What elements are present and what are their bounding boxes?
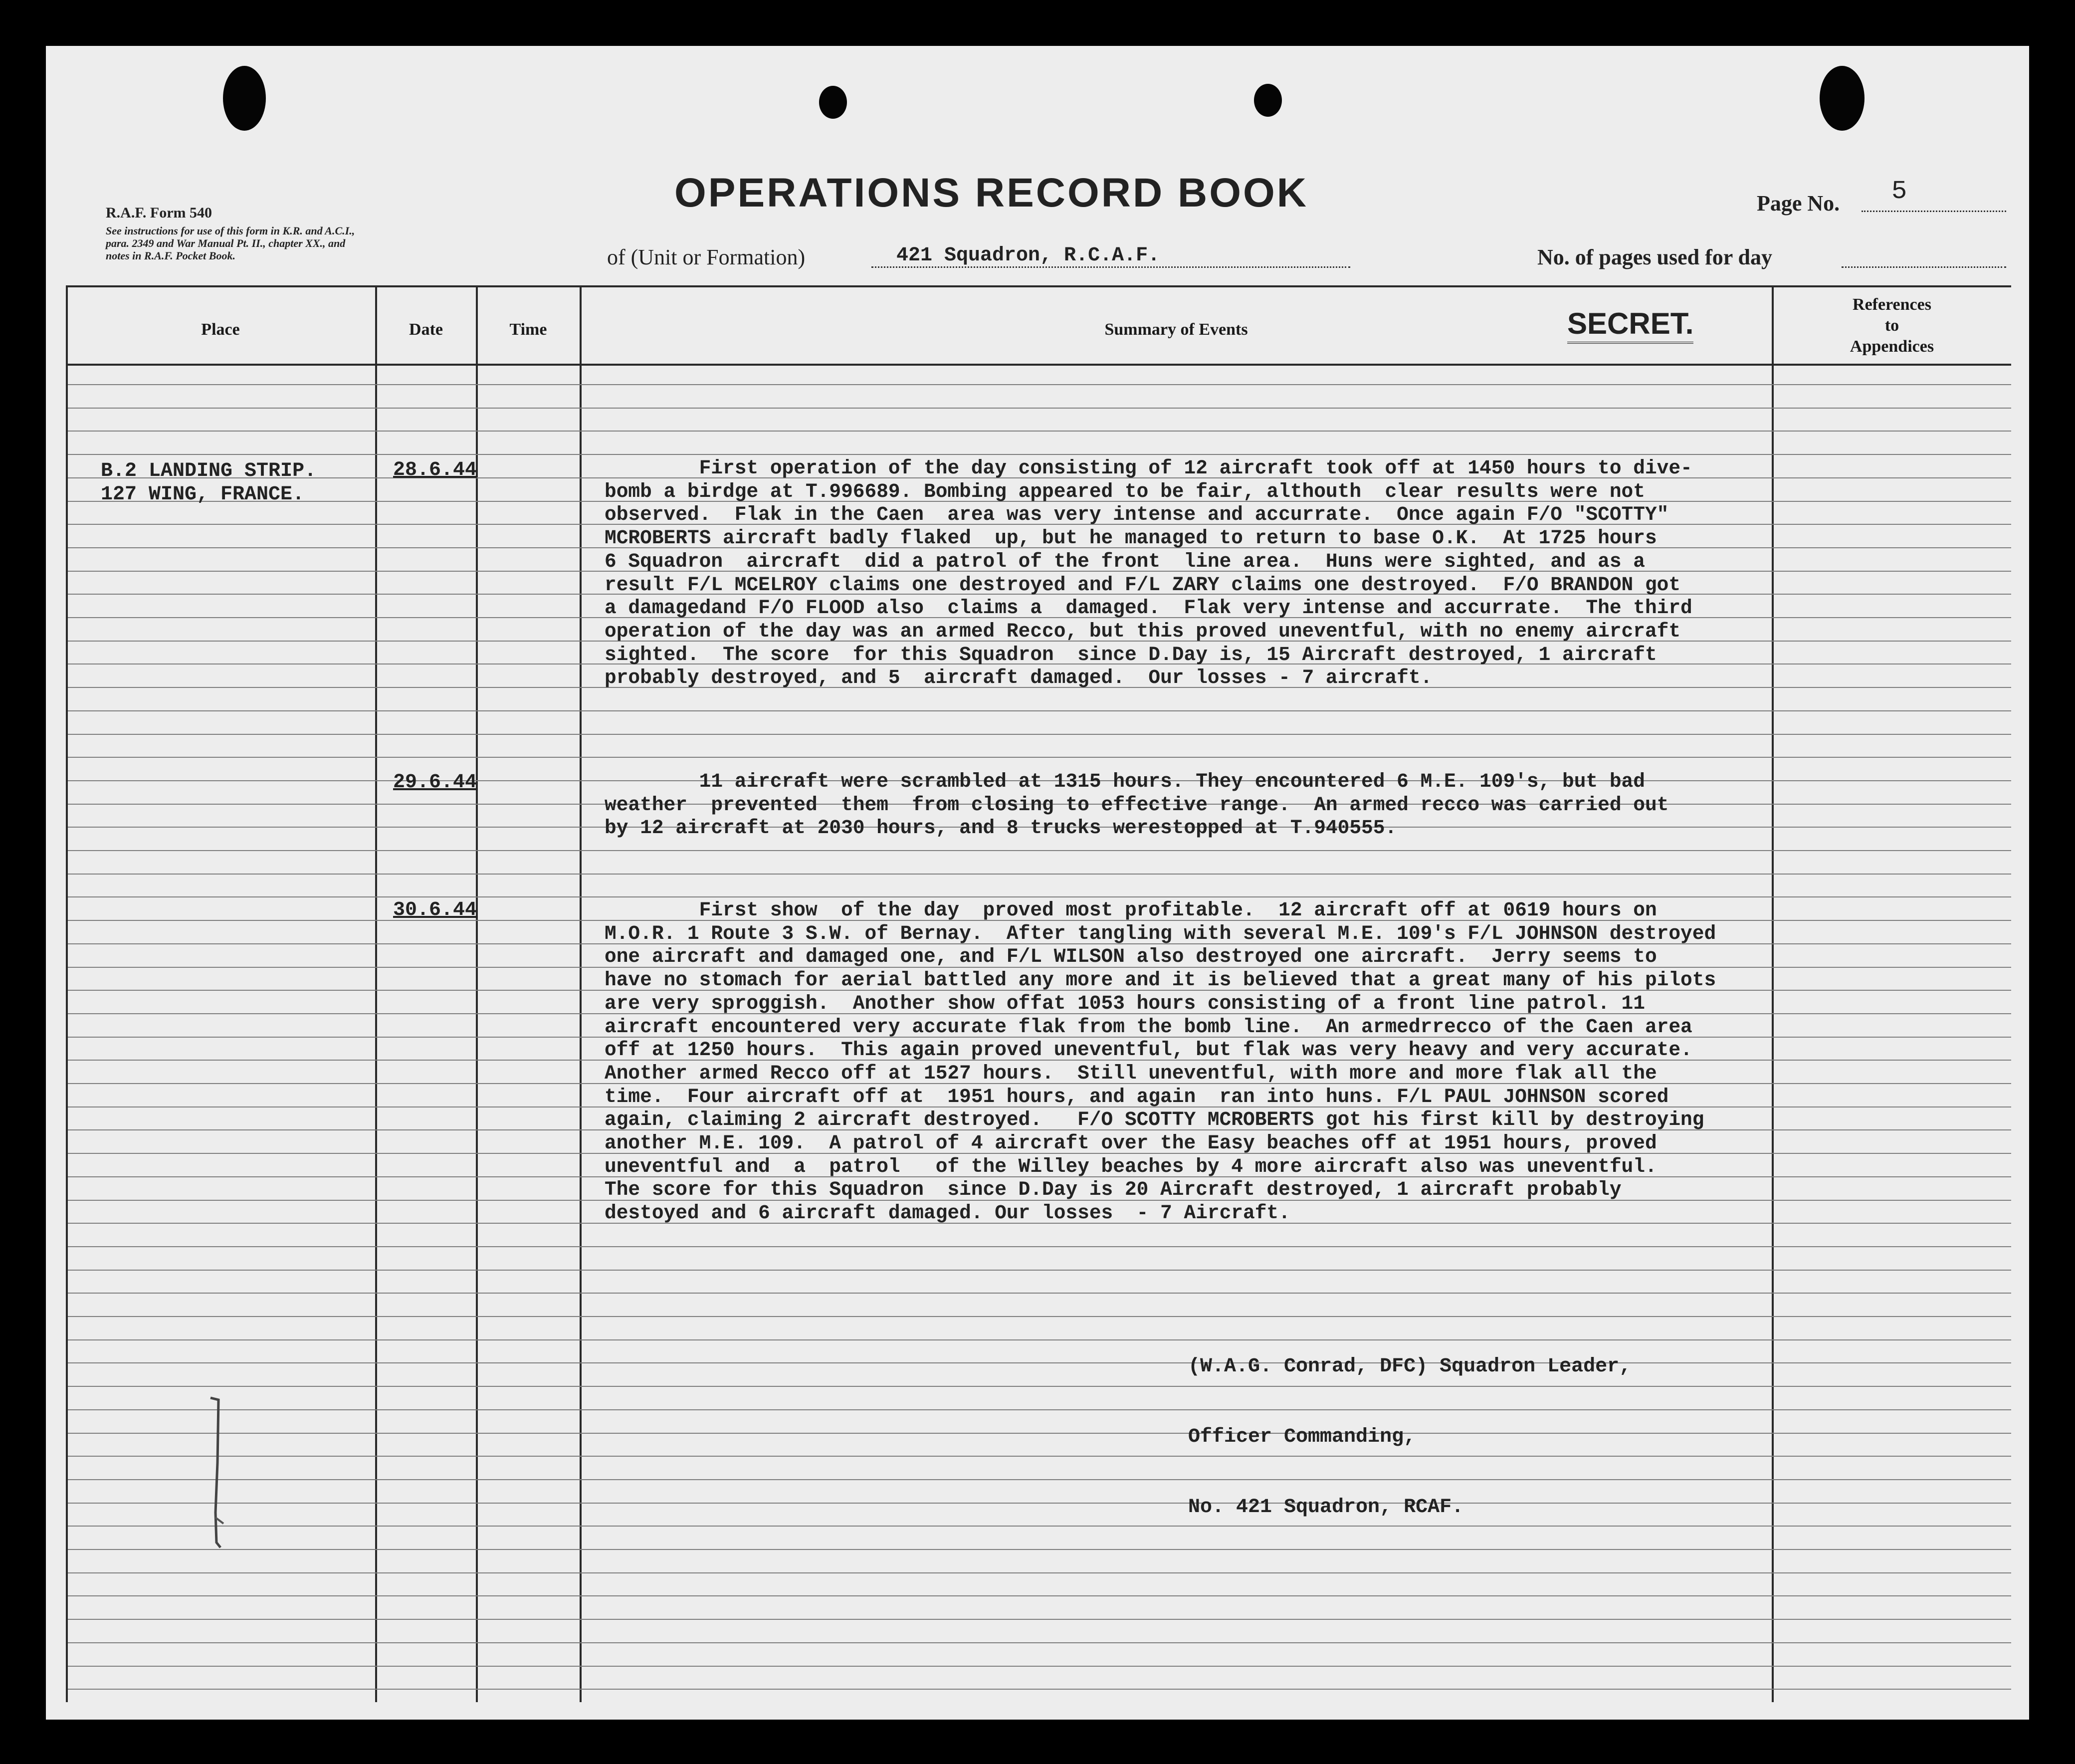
table-header-rule (66, 364, 2011, 366)
place-line: 127 WING, FRANCE. (101, 483, 305, 506)
ruled-line (68, 850, 2011, 851)
ruled-line (68, 1270, 2011, 1271)
entry-summary: First show of the day proved most profitable. 12 aircraft off at 0619 hours on M.O.R. 1 Route 3 S.W. of Bernay. After tangling with several M.E. 109's F/L JOHNSON destroyed one aircraft and damaged one, and F/L WILSON also destroyed one aircraft. Jerry seems to have no stomach for aerial battled any more and it is believed that a great many of his pilots are very sproggish. Another show offat 1053 hours consisting of a front line patrol. 11 aircraft encountered very accurate flak from the bomb line. An armedrrecco of the Caen area off at 1250 hours. This again proved uneventful, but flak was very heavy and very accurate. Another armed Recco off at 1527 hours. Still uneventful, with more and more flak all the time. Four aircraft off at 1951 hours, and again ran into huns. F/L PAUL JOHNSON scored again, claiming 2 aircraft destroyed. F/O SCOTTY MCROBERTS got his first kill by destroying another M.E. 109. A patrol of 4 aircraft over the Easy beaches off at 1951 hours, proved uneventful and a patrol of the Willey beaches by 4 more aircraft also was uneventful. The score for this Squadron since D.Day is 20 Aircraft destroyed, 1 aircraft probably destoyed and 6 aircraft damaged. Our losses - 7 Aircraft. (605, 899, 1716, 1225)
ruled-line (68, 408, 2011, 409)
classification-stamp: SECRET. (1567, 306, 1693, 344)
ruled-line (68, 1339, 2011, 1340)
entry-date: 30.6.44 (393, 899, 477, 921)
column-header-summary: Summary of Events (1104, 320, 1248, 339)
ruled-line (68, 1409, 2011, 1410)
column-header-date: Date (409, 320, 443, 339)
page-number-rule (1862, 209, 2006, 212)
ruled-line (68, 1689, 2011, 1690)
ruled-line (68, 1526, 2011, 1527)
ruled-line (68, 1549, 2011, 1550)
page-number: 5 (1891, 177, 1907, 206)
pages-used-rule (1842, 264, 2006, 268)
entry-date: 28.6.44 (393, 459, 477, 481)
ruled-line (68, 1642, 2011, 1643)
binder-hole (223, 66, 266, 131)
signature-block: (W.A.G. Conrad, DFC) Squadron Leader, Officer Commanding, No. 421 Squadron, RCAF. (1188, 1355, 1632, 1519)
form-name: R.A.F. Form 540 (106, 205, 212, 221)
unit-value: 421 Squadron, R.C.A.F. (896, 244, 1160, 267)
ruled-line (68, 1479, 2011, 1480)
entry-summary: First operation of the day consisting of 12 aircraft took off at 1450 hours to dive- bomb a birdge at T.996689. Bombing appeared to be fair, althouth clear results were not observed. Flak in the Caen area was very intense and accurrate. Once again F/O "SCOTTY" MCROBERTS aircraft badly flaked up, but he managed to return to base O.K. At 1725 hours 6 Squadron aircraft did a patrol of the front line area. Huns were sighted, and as a result F/L MCELROY claims one destroyed and F/L ZARY claims one destroyed. F/O BRANDON got a damagedand F/O FLOOD also claims a damaged. Flak very intense and accurrate. The third operation of the day was an armed Recco, but this proved uneventful, with no enemy aircraft sighted. The score for this Squadron since D.Day is, 15 Aircraft destroyed, 1 aircraft probably destroyed, and 5 aircraft damaged. Our losses - 7 aircraft. (605, 457, 1692, 689)
binder-hole (819, 86, 847, 119)
page-number-label: Page No. (1757, 191, 1840, 216)
ruled-line (68, 874, 2011, 875)
ruled-line (68, 1386, 2011, 1387)
ruled-line (68, 1572, 2011, 1573)
ruled-line (68, 1293, 2011, 1294)
ruled-line (68, 384, 2011, 385)
ruled-line (68, 1666, 2011, 1667)
unit-label: of (Unit or Formation) (607, 245, 806, 269)
ruled-line (68, 454, 2011, 455)
binder-hole (1254, 84, 1282, 117)
column-header-place: Place (201, 320, 240, 339)
ruled-line (68, 1619, 2011, 1620)
ruled-line (68, 431, 2011, 432)
column-header-time: Time (509, 320, 547, 339)
ruled-line (68, 734, 2011, 735)
place-line: B.2 LANDING STRIP. (101, 460, 317, 482)
ruled-line (68, 1246, 2011, 1247)
ruled-line (68, 1316, 2011, 1317)
pencil-mark (196, 1393, 235, 1557)
entry-summary: 11 aircraft were scrambled at 1315 hours. They encountered 6 M.E. 109's, but bad weather prevented them from closing to effective range. An armed recco was carried out by 12 aircraft at 2030 hours, and 8 trucks werestopped at T.940555. (605, 770, 1669, 840)
entry-date: 29.6.44 (393, 771, 477, 794)
table-top-rule (66, 285, 2011, 287)
pages-used-label: No. of pages used for day (1537, 245, 1773, 269)
ruled-line (68, 710, 2011, 711)
ruled-line (68, 1595, 2011, 1596)
column-header-references: References to Appendices (1850, 295, 1934, 356)
ruled-line (68, 1456, 2011, 1457)
page-title: OPERATIONS RECORD BOOK (674, 170, 1308, 216)
ruled-line (68, 896, 2011, 897)
ruled-line (68, 1362, 2011, 1363)
ruled-line (68, 757, 2011, 758)
form-instructions: See instructions for use of this form in K.R. and A.C.I., para. 2349 and War Manual Pt. II., chapter XX., and notes in R.A.F. Pocket Book. (106, 224, 355, 262)
ruled-line (68, 1503, 2011, 1504)
binder-hole (1820, 66, 1865, 131)
record-sheet (46, 46, 2029, 1720)
ruled-line (68, 1433, 2011, 1434)
